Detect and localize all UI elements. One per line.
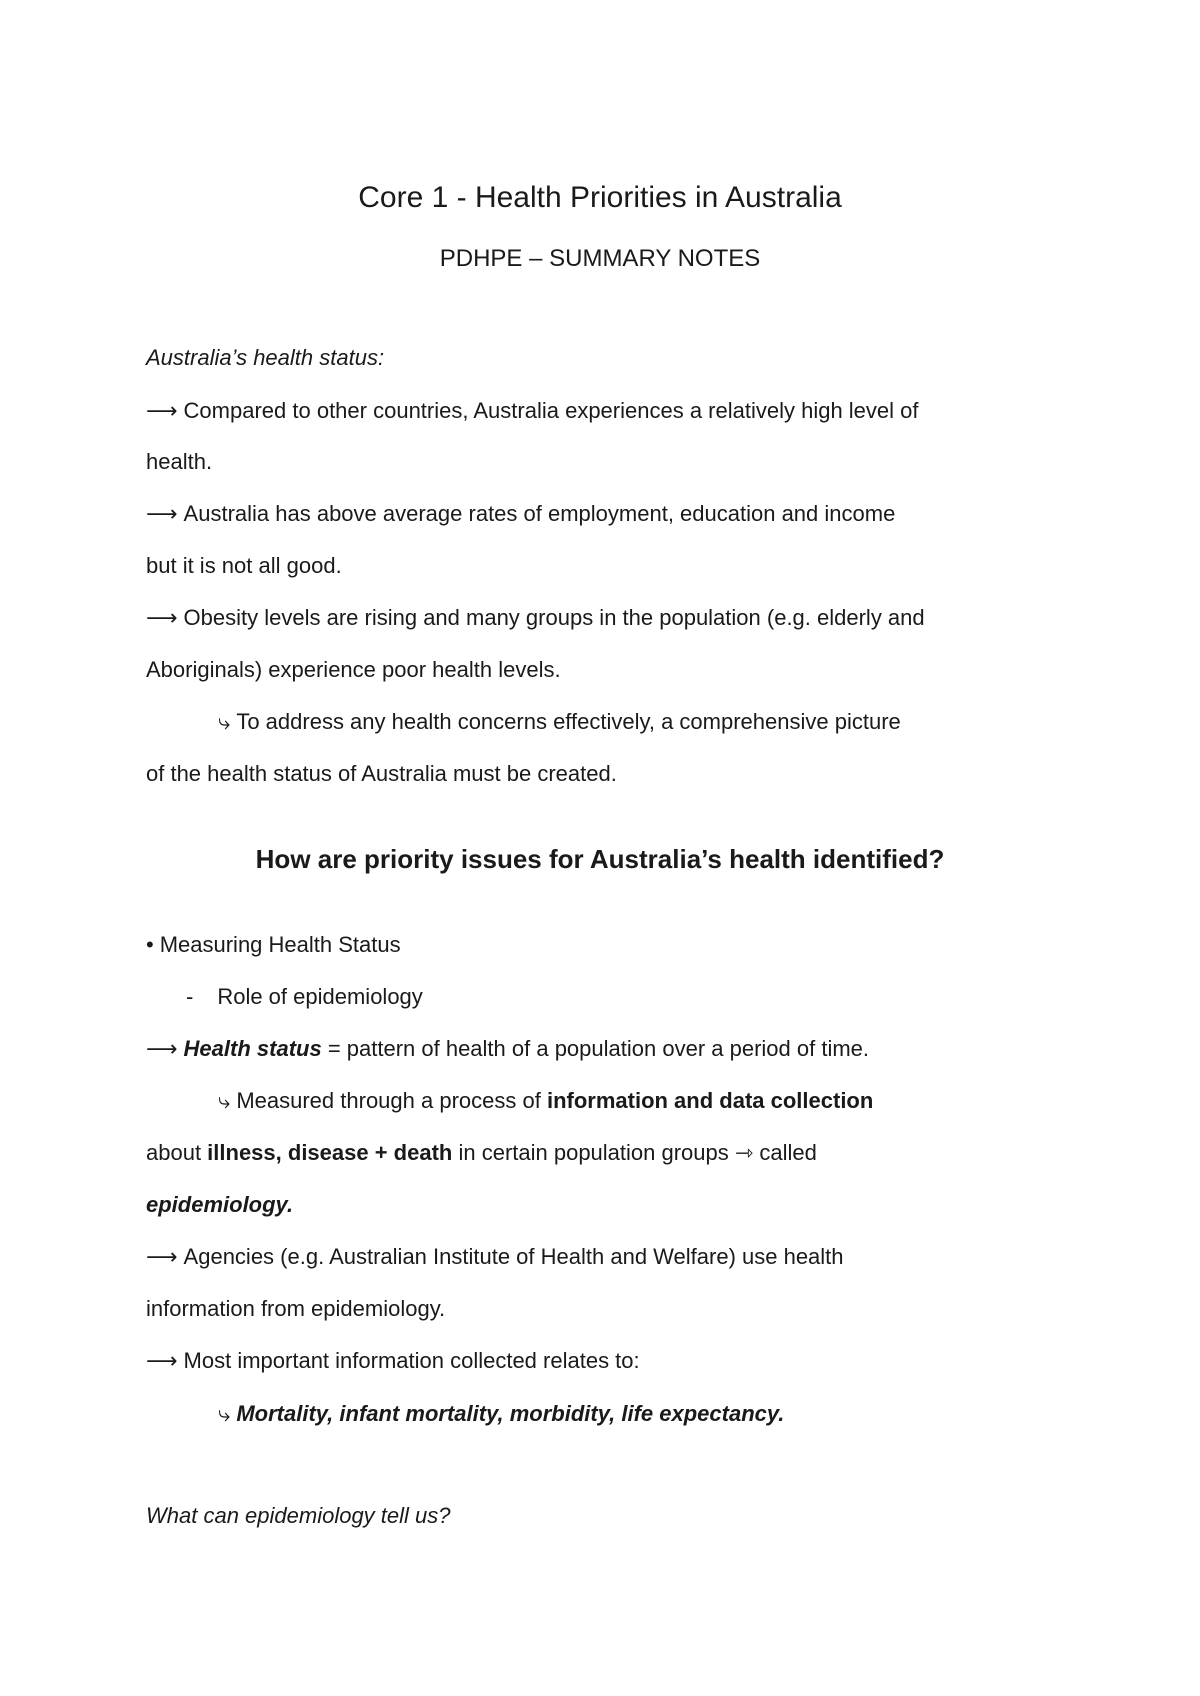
bullet-icon: • [146,932,154,957]
indicator-list-line [218,1398,784,1430]
agencies-line [146,1241,844,1273]
section-heading-health-status: Australia’s health status: [146,345,385,370]
arrow-icon: ⟶ [146,1036,178,1061]
hook-arrow-icon: ⤷ [218,1088,231,1113]
measured-bold: information and data collection [546,1088,874,1113]
sub-point-line [218,706,901,738]
important-line [146,1345,640,1377]
arrow-icon: ⟶ [146,501,178,526]
important-text: Most important information collected relates to: [183,1348,640,1373]
bullet-text: Compared to other countries, Australia experiences a relatively high level of [183,398,919,423]
arrow-icon: ⟶ [146,1348,178,1373]
indicator-list: Mortality, infant mortality, morbidity, life expectancy. [236,1401,785,1426]
bullet-text: Obesity levels are rising and many groups in the population (e.g. elderly and [183,605,925,630]
epidemiology-term: epidemiology. [146,1192,294,1217]
dash-item [186,981,423,1013]
bullet-line [146,395,919,427]
bullet-continuation: Aboriginals) experience poor health levels. [146,657,561,682]
measured-line [218,1085,873,1117]
hook-arrow-icon: ⤷ [218,1401,231,1426]
page-subtitle: PDHPE – SUMMARY NOTES [439,245,761,272]
hook-arrow-icon: ⤷ [218,709,231,734]
bullet-text: Measuring Health Status [159,932,401,957]
measured-text: in certain population groups ⇾ called [452,1140,817,1165]
arrow-icon: ⟶ [146,1244,178,1269]
measured-text: Measured through a process of [236,1088,547,1113]
question-heading: What can epidemiology tell us? [146,1503,451,1528]
bullet-line [146,498,895,530]
measured-continuation [146,1137,817,1169]
bullet-text: Australia has above average rates of employment, education and income [183,501,896,526]
measured-bold: illness, disease + death [207,1140,453,1165]
arrow-icon: ⟶ [146,605,178,630]
page-title: Core 1 - Health Priorities in Australia [358,181,842,214]
definition-text: = pattern of health of a population over a period of time. [321,1036,870,1061]
section-heading-priority-issues: How are priority issues for Australia’s health identified? [255,844,945,874]
arrow-icon: ⟶ [146,398,178,423]
dash-text: Role of epidemiology [217,984,423,1009]
bullet-continuation: health. [146,449,213,474]
sub-point-continuation: of the health status of Australia must be created. [146,761,617,786]
sub-point-text: To address any health concerns effectively, a comprehensive picture [236,709,901,734]
agencies-text: Agencies (e.g. Australian Institute of Health and Welfare) use health [183,1244,844,1269]
agencies-continuation: information from epidemiology. [146,1296,446,1321]
measured-text: about [146,1140,208,1165]
definition-line [146,1033,869,1065]
definition-term: Health status [183,1036,322,1061]
bullet-continuation: but it is not all good. [146,553,342,578]
dash-icon: - [186,984,194,1009]
bullet-measuring [146,929,401,961]
bullet-line [146,602,925,634]
